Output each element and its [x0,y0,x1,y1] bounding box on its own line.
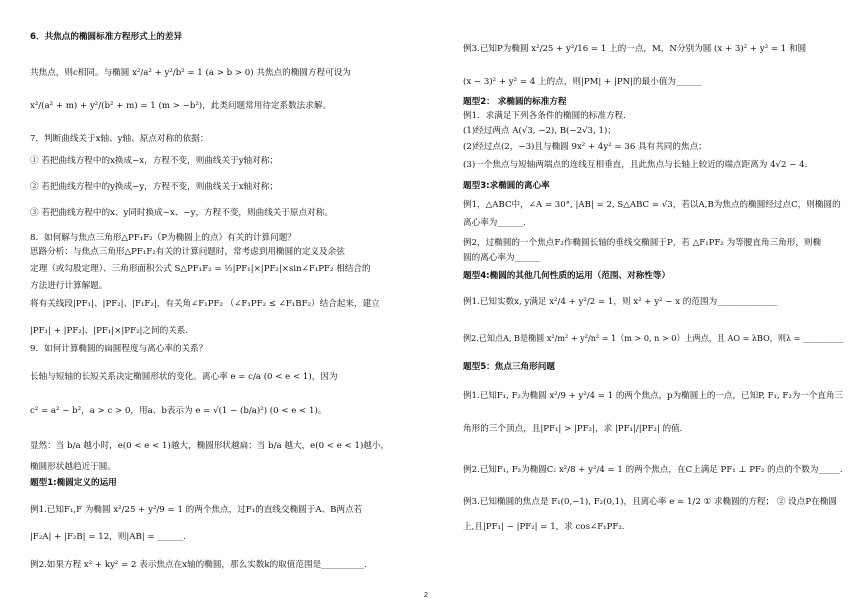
text-line: (1)经过两点 A(√3, −2), B(−2√3, 1)； [463,126,616,136]
text-line: (2)经过点(2，−3)且与椭圆 9x² + 4y² = 36 具有共同的焦点； [463,142,707,152]
text-line: 例1，△ABC中，∠A = 30°, |AB| = 2, S△ABC = √3，若以A,B为焦点的椭圆经过点C，则椭圆的 [463,200,841,210]
text-line: 将有关线段|PF₁|、|PF₂|、|F₁F₂|，有关角∠F₁PF₂ （∠F₁PF₂ ≤ ∠F₁BF₂）结合起来，建立 [30,299,380,309]
text-line: |PF₁| + |PF₂|、|PF₁|×|PF₂|之间的关系. [30,326,189,336]
text-line: 思路分析：与焦点三角形△PF₁F₂有关的计算问题时，常考虑到用椭圆的定义及余弦 [30,247,345,257]
page-number: 2 [424,592,428,599]
text-line: |F₂A| + |F₂B| = 12，则|AB| = ______. [30,532,186,542]
text-line: 共焦点，则c相同。与椭圆 x²/a² + y²/b² = 1 (a > b > 0) 共焦点的椭圆方程可设为 [30,68,351,78]
text-line: 角形的三个顶点，且|PF₁| > |PF₂|，求 |PF₁|/|PF₂| 的值. [463,424,683,434]
text-line: 例3.已知P为椭圆 x²/25 + y²/16 = 1 上的一点，M，N分别为圆 (x + 3)² + y² = 1 和圆 [463,44,807,54]
text-line: 定理（或勾股定理）、三角形面积公式 S△PF₁F₂ = ½|PF₁|×|PF₂|×sin∠F₁PF₂ 相结合的 [30,264,371,274]
section-heading-type1: 题型1:椭圆定义的运用 [30,478,117,488]
text-line: 例1．求满足下列各条件的椭圆的标准方程. [463,111,626,121]
section-heading-type4: 题型4:椭圆的其他几何性质的运用（范围、对称性等） [463,271,671,281]
text-line: ② 若把曲线方程中的y换成−y，方程不变，则曲线关于x轴对称； [30,182,278,192]
text-line: 椭圆形状越趋近于圆。 [30,462,116,472]
text-line: 例2.已知F₁, F₂为椭圆C: x²/8 + y²/4 = 1 的两个焦点，在C上满足 PF₁ ⊥ PF₂ 的点的个数为_____. [463,465,843,475]
section-heading-type5: 题型5：焦点三角形问题 [463,362,555,372]
text-line: 上,且|PF₁| − |PF₂| = 1，求 cos∠F₁PF₂. [463,522,625,532]
section-heading-type2: 题型2： 求椭圆的标准方程 [463,97,567,107]
text-line: 例3.已知椭圆的焦点是 F₁(0,−1), F₂(0,1)，且离心率 e = 1/2 ① 求椭圆的方程； ② 设点P在椭圆 [463,497,837,507]
text-line: 例2.已知点A, B是椭圆 x²/m² + y²/n² = 1（m > 0, n > 0）上两点，且 AO = λBO，则λ = __________ [463,334,844,344]
text-line: 离心率为______. [463,218,526,228]
text-line: 长轴与短轴的长短关系决定椭圆形状的变化。离心率 e = c/a (0 < e < 1)，因为 [30,372,338,382]
text-line: ③ 若把曲线方程中的x、y同时换成−x、−y，方程不变，则曲线关于原点对称。 [30,208,333,218]
text-line: c² = a² − b²，a > c > 0，用a、b表示为 e = √(1 − (b/a)²) (0 < e < 1)。 [30,406,327,416]
text-line: ① 若把曲线方程中的x换成−x，方程不变，则曲线关于y轴对称； [30,156,278,166]
text-line: 例2，过椭圆的一个焦点F₂作椭圆长轴的垂线交椭圆于P，若 △F₁PF₂ 为等腰直角三角形，则椭 [463,238,822,248]
text-line: 圆的离心率为______ [463,253,541,263]
text-line: x²/(a² + m) + y²/(b² + m) = 1 (m > −b²)，此类问题常用待定系数法求解。 [30,101,332,111]
text-line: (3)一个焦点与短轴两端点的连线互相垂直，且此焦点与长轴上较近的端点距离为 4√2 − 4. [463,160,808,170]
text-line: 例2.如果方程 x² + ky² = 2 表示焦点在x轴的椭圆，那么实数k的取值范围是__________. [30,560,367,570]
section-heading-9: 9．如何计算椭圆的扁圆程度与离心率的关系？ [30,344,208,354]
text-line: 例1.已知实数x, y满足 x²/4 + y²/2 = 1，则 x² + y² − x 的范围为______________ [463,297,778,307]
section-heading-7: 7．判断曲线关于x轴、y轴、原点对称的依据： [30,134,209,144]
section-heading-type3: 题型3:求椭圆的离心率 [463,181,550,191]
text-line: (x − 3)² + y² = 4 上的点，则|PM| + |PN|的最小值为______ [463,77,702,87]
text-line: 例1.已知F₁, F₂为椭圆 x²/9 + y²/4 = 1 的两个焦点，p为椭圆上的一点，已知P, F₁, F₂为一个直角三 [463,391,844,401]
text-line: 方法进行计算解题。 [30,281,108,291]
section-heading-6: 6．共焦点的椭圆标准方程形式上的差异 [30,32,183,42]
section-heading-8: 8．如何解与焦点三角形△PF₁F₂（P为椭圆上的点）有关的计算问题？ [30,233,296,243]
text-line: 例1.已知F₁,F 为椭圆 x²/25 + y²/9 = 1 的两个焦点，过F₁的直线交椭圆于A、B两点若 [30,505,363,515]
text-line: 显然：当 b/a 越小时，e(0 < e < 1)越大，椭圆形状越扁；当 b/a 越大，e(0 < e < 1)越小， [30,441,390,451]
